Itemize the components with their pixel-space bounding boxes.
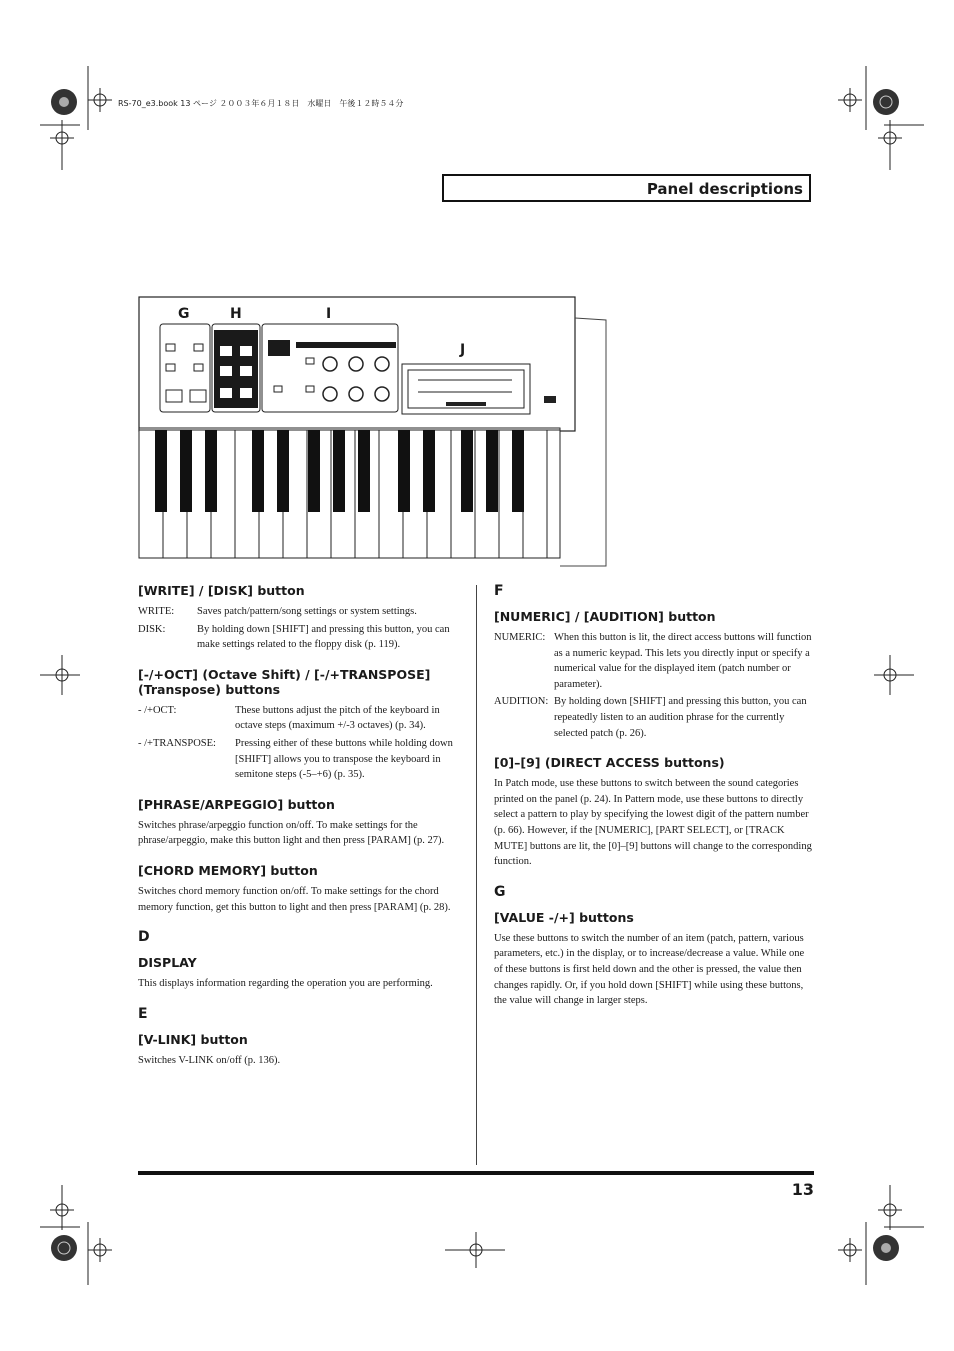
- display-text: This displays information regarding the operation you are performing.: [138, 978, 433, 990]
- definition-term: WRITE:: [138, 606, 175, 617]
- phrase-heading: [PHRASE/ARPEGGIO] button: [138, 796, 335, 812]
- direct-access-section: [494, 755, 814, 870]
- numeric-heading: [NUMERIC] / [AUDITION] button: [494, 609, 716, 624]
- footer-rule: [138, 1171, 814, 1175]
- diagram-label-g: G: [178, 306, 190, 322]
- display-heading: DISPLAY: [138, 955, 197, 971]
- vlink-text: Switches V-LINK on/off (p. 136).: [138, 1054, 281, 1066]
- direct-access-text: In Patch mode, use these buttons to switch between the sound categories printed on the panel (p. 24). In Pattern mode, use these buttons to directly select a pattern to play by specifying the lowest digit of the pattern number (p. 66). However, if the [NUMERIC], [PART SELECT], or [TRACK MUTE] buttons are lit, the [0]–[9] buttons will change to the corresponding function.: [494, 778, 812, 868]
- section-letter-g: G: [494, 883, 506, 900]
- definition-row: [138, 622, 458, 653]
- definition-desc: Saves patch/pattern/song settings or system settings.: [197, 606, 417, 617]
- definition-desc: Pressing either of these buttons while holding down [SHIFT] allows you to transpose the keyboard in semitone steps (-5–+6) (p. 35).: [235, 737, 453, 781]
- definition-desc: These buttons adjust the pitch of the keyboard in octave steps (maximum +/-3 octaves) (p. 34).: [235, 704, 440, 732]
- column-divider: [476, 585, 477, 1165]
- definition-term: NUMERIC:: [494, 632, 546, 643]
- definition-desc: By holding down [SHIFT] and pressing this button, you can repeatedly listen to an audition phrase for the currently selected patch (p. 26).: [554, 696, 807, 739]
- section-f: [494, 583, 814, 741]
- panel-section-h: [212, 324, 260, 412]
- definition-row: [138, 604, 458, 620]
- diagram-label-i: I: [326, 306, 332, 322]
- vlink-heading: [V-LINK] button: [138, 1031, 248, 1047]
- chord-section: [138, 863, 458, 915]
- phrase-section: [138, 797, 458, 849]
- value-text: Use these buttons to switch the number of an item (patch, pattern, various parameters, etc.) in the display, or to increase/decrease a value. While one of these buttons is first held down and the other is pressed, the value then changes rapidly. Or, if you hold down [SHIFT] while using these buttons, the value will change in larger steps.: [494, 932, 805, 1007]
- definition-row: [494, 694, 814, 741]
- phrase-text: Switches phrase/arpeggio function on/off. To make settings for the phrase/arpeggio, make this button light and then press [PARAM] (p. 27).: [138, 819, 445, 847]
- keyboard-illustration: [136, 294, 608, 570]
- panel-section-g: [160, 324, 210, 412]
- definition-term: AUDITION:: [494, 696, 549, 708]
- left-column: [138, 583, 458, 1082]
- section-title: Panel descriptions: [646, 180, 803, 198]
- section-e: [138, 1006, 458, 1069]
- definition-row: [138, 703, 458, 734]
- definition-term: - /+TRANSPOSE:: [138, 737, 216, 749]
- file-info-header: RS-70_e3.book 13 ページ ２００３年６月１８日 水曜日 午後１２時５４分: [118, 99, 404, 108]
- panel-section-i: [262, 324, 398, 412]
- keyboard-black-keys: [155, 430, 524, 512]
- section-d: [138, 929, 458, 992]
- section-letter-e: E: [138, 1005, 148, 1022]
- octave-section: [138, 667, 458, 783]
- diagram-label-h: H: [230, 306, 242, 322]
- definition-term: DISK:: [138, 623, 166, 635]
- direct-access-heading: [0]–[9] (DIRECT ACCESS buttons): [494, 755, 725, 771]
- definition-row: [138, 736, 458, 783]
- section-letter-f: F: [494, 583, 504, 599]
- keyboard-panel-diagram: [136, 294, 608, 575]
- diagram-label-j: J: [460, 342, 466, 358]
- write-disk-heading: [WRITE] / [DISK] button: [138, 583, 305, 598]
- section-letter-d: D: [138, 929, 150, 946]
- section-title-box: [442, 174, 811, 202]
- chord-text: Switches chord memory function on/off. To make settings for the chord memory function, get this button to light and then press [PARAM] (p. 28).: [138, 885, 451, 913]
- value-heading: [VALUE -/+] buttons: [494, 909, 634, 925]
- write-disk-section: [138, 583, 458, 653]
- octave-heading: [-/+OCT] (Octave Shift) / [-/+TRANSPOSE] (Transpose) buttons: [138, 666, 431, 697]
- definition-row: [494, 630, 814, 692]
- definition-desc: By holding down [SHIFT] and pressing this button, you can make settings related to the floppy disk (p. 119).: [197, 623, 450, 651]
- section-g: [494, 884, 814, 1009]
- definition-term: - /+OCT:: [138, 704, 177, 716]
- chord-heading: [CHORD MEMORY] button: [138, 862, 318, 878]
- definition-desc: When this button is lit, the direct access buttons will function as a numeric keypad. This lets you directly input or specify a numerical value for the displayed item (patch number or parameter).: [554, 632, 812, 690]
- right-column: [494, 583, 814, 1023]
- page-number: 13: [791, 1180, 814, 1199]
